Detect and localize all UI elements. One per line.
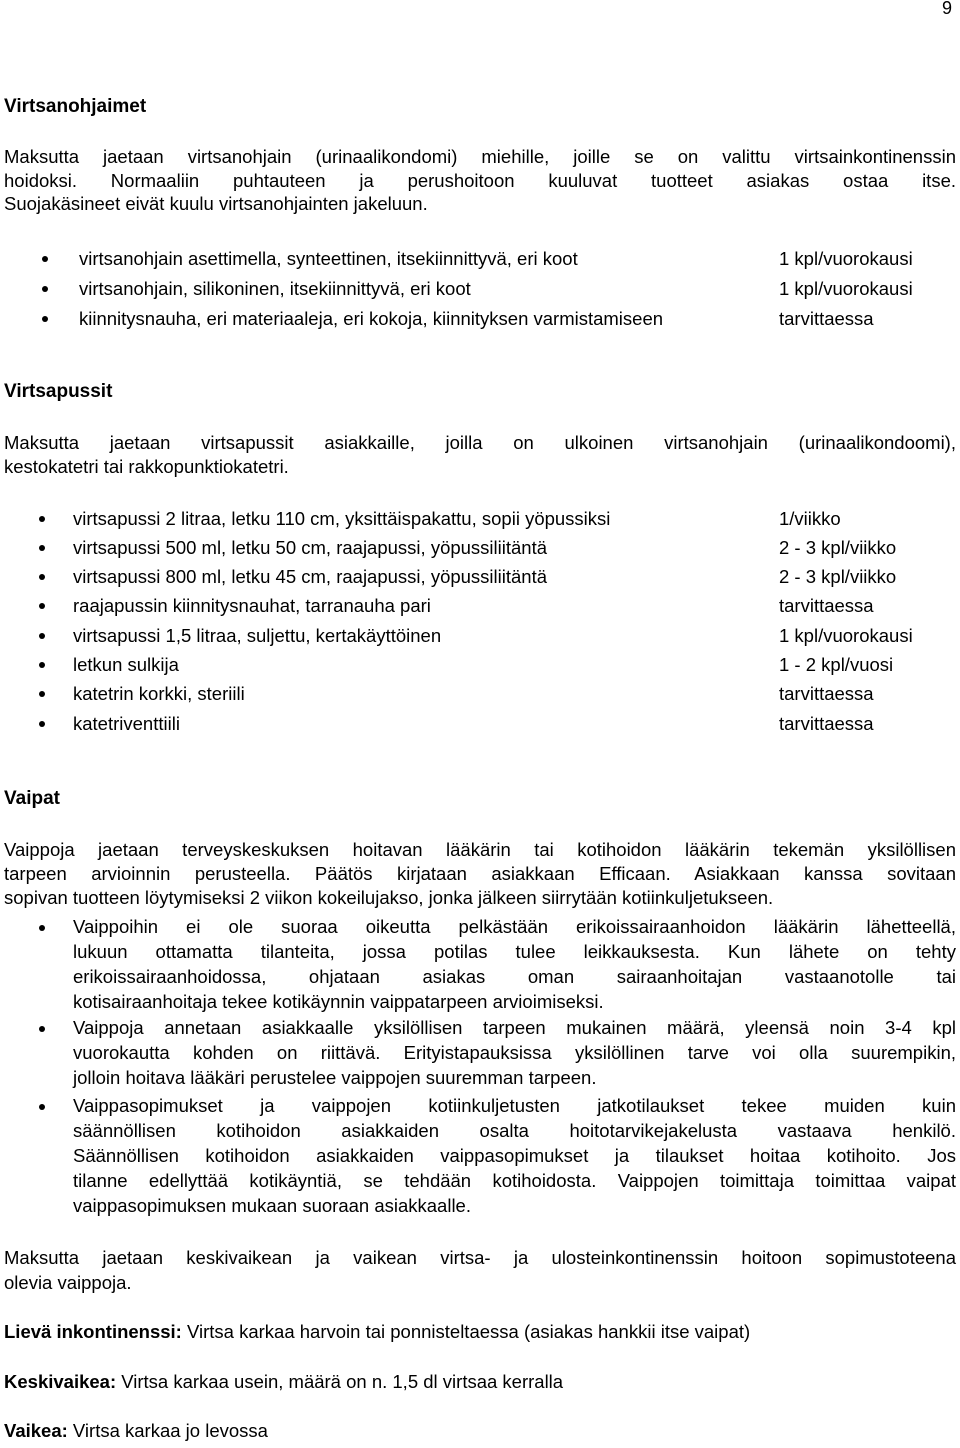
level-text: Virtsa karkaa jo levossa [67, 1420, 268, 1441]
paragraph-line: Vaippoihin ei ole suoraa oikeutta pelkästään erikoissairaanhoidon lääkärin lähetteellä, [73, 916, 956, 937]
paragraph-line: Maksutta jaetaan keskivaikean ja vaikean virtsa- ja ulosteinkontinenssin hoitoon sopimustoteena [4, 1247, 956, 1268]
bullet-icon [39, 545, 45, 551]
bullet-icon [39, 633, 45, 639]
list-item [0, 247, 960, 271]
bullet-icon [39, 603, 45, 609]
list-item [0, 277, 960, 301]
bullet-icon [39, 1026, 45, 1032]
paragraph-line: Säännöllisen kotihoidon asiakkaiden vaippasopimukset ja tilaukset hoitaa kotihoito. Jos [73, 1145, 956, 1166]
bullet-icon [42, 316, 48, 322]
level-label: Lievä inkontinenssi: [4, 1321, 182, 1342]
item-description: kiinnitysnauha, eri materiaaleja, eri kokoja, kiinnityksen varmistamiseen [79, 308, 664, 329]
item-description: letkun sulkija [73, 654, 179, 675]
item-description: raajapussin kiinnitysnauhat, tarranauha pari [73, 595, 431, 616]
paragraph-line: vaippasopimuksen mukaan suoraan asiakkaalle. [73, 1195, 471, 1216]
bullet-icon [39, 691, 45, 697]
item-quantity: tarvittaessa [779, 683, 874, 704]
item-quantity: 1 - 2 kpl/vuosi [779, 654, 894, 675]
paragraph-line: olevia vaippoja. [4, 1272, 132, 1293]
bullet-icon [42, 286, 48, 292]
paragraph-line: kotisairaanhoitaja tekee kotikäynnin vaippatarpeen arvioimiseksi. [73, 991, 604, 1012]
paragraph-line: jolloin hoitava lääkäri perustelee vaippojen suuremman tarpeen. [73, 1067, 597, 1088]
virtsanohjaimet-intro [4, 145, 956, 216]
item-quantity: 1 kpl/vuorokausi [779, 278, 913, 299]
list-item [0, 594, 960, 618]
item-description: virtsanohjain, silikoninen, itsekiinnittyvä, eri koot [79, 278, 471, 299]
item-quantity: 1 kpl/vuorokausi [779, 625, 913, 646]
vaipat-closing [4, 1245, 956, 1295]
bullet-icon [39, 574, 45, 580]
list-item [73, 914, 956, 1014]
item-quantity: 1 kpl/vuorokausi [779, 248, 913, 269]
list-item [0, 712, 960, 736]
paragraph-line: Suojakäsineet eivät kuulu virtsanohjainten jakeluun. [4, 193, 428, 214]
paragraph-line: erikoissairaanhoidossa, ohjataan asiakas oman sairaanhoitajan vastaanotolle tai [73, 966, 956, 987]
item-description: virtsapussi 500 ml, letku 50 cm, raajapussi, yöpussiliitäntä [73, 537, 548, 558]
item-quantity: 1/viikko [779, 508, 841, 529]
bullet-icon [39, 1104, 45, 1110]
paragraph-line: tarpeen arvioinnin perusteella. Päätös kirjataan asiakkaan Efficaan. Asiakkaan kanssa sovitaan [4, 863, 956, 884]
bullet-icon [42, 256, 48, 262]
list-item [73, 1093, 956, 1218]
virtsapussit-intro [4, 431, 956, 478]
item-description: virtsapussi 800 ml, letku 45 cm, raajapussi, yöpussiliitäntä [73, 566, 548, 587]
section-title-vaipat: Vaipat [4, 788, 60, 809]
paragraph-line: tilanne edellyttää kotikäyntiä, se tehdään kotihoidosta. Vaippojen toimittaja toimittaa vaipat [73, 1170, 956, 1191]
level-text: Virtsa karkaa harvoin tai ponnisteltaessa (asiakas hankkii itse vaipat) [181, 1321, 751, 1342]
item-description: katetriventtiili [73, 713, 180, 734]
section-title-virtsapussit: Virtsapussit [4, 381, 113, 402]
page-number: 9 [941, 0, 952, 18]
paragraph-line: Vaippasopimukset ja vaippojen kotiinkuljetusten jatkotilaukset tekee muiden kuin [73, 1095, 956, 1116]
bullet-icon [39, 662, 45, 668]
list-item [0, 507, 960, 531]
paragraph-line: säännöllisen kotihoidon asiakkaiden osalta hoitotarvikejakelusta vastaava henkilö. [73, 1120, 956, 1141]
list-item [0, 624, 960, 648]
list-item [0, 307, 960, 331]
item-description: katetrin korkki, steriili [73, 683, 245, 704]
item-quantity: 2 - 3 kpl/viikko [779, 537, 897, 558]
bullet-icon [39, 925, 45, 931]
vaipat-intro [4, 838, 956, 910]
item-description: virtsapussi 2 litraa, letku 110 cm, yksittäispakattu, sopii yöpussiksi [73, 508, 611, 529]
section-title-virtsanohjaimet: Virtsanohjaimet [4, 96, 147, 117]
paragraph-line: kestokatetri tai rakkopunktiokatetri. [4, 455, 289, 477]
level-label: Vaikea: [4, 1420, 68, 1441]
paragraph-line: Maksutta jaetaan virtsapussit asiakkaille, joilla on ulkoinen virtsanohjain (urinaalikondoomi), [4, 432, 956, 453]
list-item [0, 653, 960, 677]
paragraph-line: hoidoksi. Normaaliin puhtauteen ja perushoitoon kuuluvat tuotteet asiakas ostaa itse. [4, 169, 956, 191]
paragraph-line: sopivan tuotteen löytymiseksi 2 viikon kokeilujakso, jonka jälkeen siirrytään kotiinkuljetukseen. [4, 887, 774, 908]
paragraph-line: Vaippoja annetaan asiakkaalle yksilöllisen tarpeen mukainen määrä, yleensä noin 3-4 kpl [73, 1017, 956, 1038]
paragraph-line: Maksutta jaetaan virtsanohjain (urinaalikondomi) miehille, joille se on valittu virtsainkontinenssin [4, 146, 956, 167]
item-quantity: tarvittaessa [779, 595, 874, 616]
list-item [0, 536, 960, 560]
item-description: virtsanohjain asettimella, synteettinen, itsekiinnittyvä, eri koot [79, 248, 578, 269]
level-text: Virtsa karkaa usein, määrä on n. 1,5 dl virtsaa kerralla [116, 1371, 564, 1392]
level-lieva [4, 1321, 750, 1343]
level-label: Keskivaikea: [4, 1371, 117, 1392]
paragraph-line: lukuun ottamatta tilanteita, jossa potilas tulee leikkauksesta. Kun lähete on tehty [73, 941, 956, 962]
list-item [0, 682, 960, 706]
item-quantity: tarvittaessa [779, 308, 874, 329]
level-vaikea [4, 1420, 268, 1442]
bullet-icon [39, 721, 45, 727]
item-description: virtsapussi 1,5 litraa, suljettu, kertakäyttöinen [73, 625, 442, 646]
list-item [73, 1015, 956, 1090]
level-keskivaikea [4, 1371, 563, 1393]
paragraph-line: Vaippoja jaetaan terveyskeskuksen hoitavan lääkärin tai kotihoidon lääkärin tekemän yksilöllisen [4, 839, 956, 860]
list-item [0, 565, 960, 589]
item-quantity: tarvittaessa [779, 713, 874, 734]
bullet-icon [39, 516, 45, 522]
item-quantity: 2 - 3 kpl/viikko [779, 566, 897, 587]
paragraph-line: vuorokautta kohden on riittävä. Erityistapauksissa yksilöllinen tarve voi olla suurempikin, [73, 1042, 956, 1063]
